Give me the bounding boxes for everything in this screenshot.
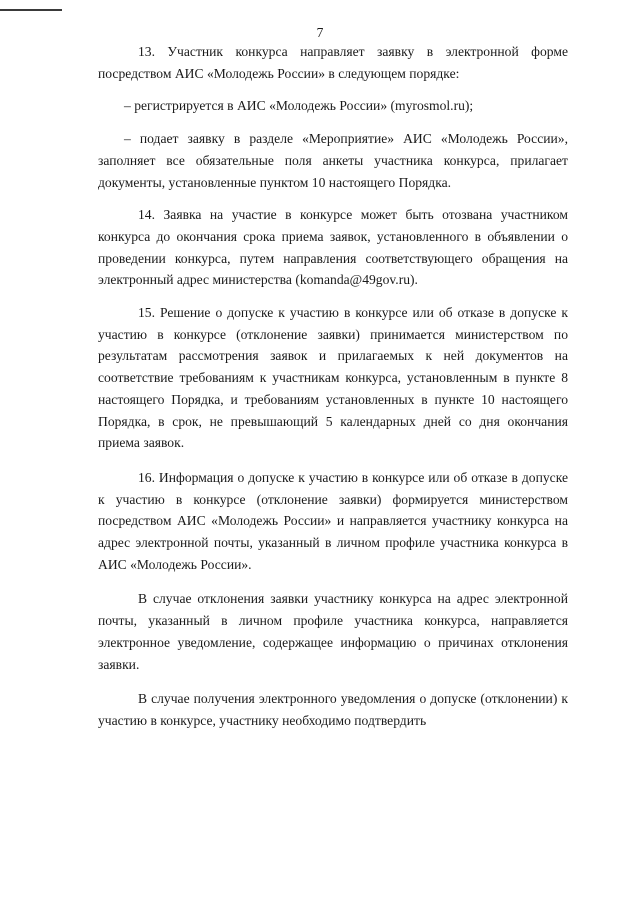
page-number: 7 xyxy=(316,25,324,40)
list-item-register: – регистрируется в АИС «Молодежь России» (myrosmol.ru); xyxy=(124,98,474,114)
paragraph-14: 14. Заявка на участие в конкурсе может быть отозвана участником конкурса до окончания срока приема заявок, установленного в объявлении о проведении конкурса, путем направления соответствующего обращения на электронный адрес министерства (komanda@49gov.ru). xyxy=(98,207,568,288)
document-body xyxy=(98,41,568,732)
paragraph-confirmation: В случае получения электронного уведомления о допуске (отклонении) к участию в конкурсе, участнику необходимо подтвердить xyxy=(98,691,568,728)
paragraph-15: 15. Решение о допуске к участию в конкурсе или об отказе в допуске к участию в конкурсе (отклонение заявки) принимается министерством по результатам рассмотрения заявок и прилагаемых к ней документов на соответствие требованиям к участникам конкурса, установленным в пункте 8 настоящего Порядка, и требованиям установленных в пункте 10 настоящего Порядка, в срок, не превышающий 5 календарных дней со дня окончания приема заявок. xyxy=(98,305,568,451)
paragraph-16: 16. Информация о допуске к участию в конкурсе или об отказе в допуске к участию в конкурсе (отклонение заявки) формируется министерством посредством АИС «Молодежь России» и направляется участнику конкурса на адрес электронной почты, указанный в личном профиле участника конкурса в АИС «Молодежь России». xyxy=(98,469,568,572)
paragraph-rejection-notice: В случае отклонения заявки участнику конкурса на адрес электронной почты, указанный в личном профиле участника конкурса, направляется электронное уведомление, содержащее информацию о причинах отклонения заявки. xyxy=(98,591,568,672)
scan-edge-mark xyxy=(0,9,62,11)
paragraph-13: 13. Участник конкурса направляет заявку в электронной форме посредством АИС «Молодежь России» в следующем порядке: xyxy=(98,44,568,81)
list-item-submit: – подает заявку в разделе «Мероприятие» АИС «Молодежь России», заполняет все обязательные поля анкеты участника конкурса, прилагает документы, установленные пунктом 10 настоящего Порядка. xyxy=(98,131,568,190)
